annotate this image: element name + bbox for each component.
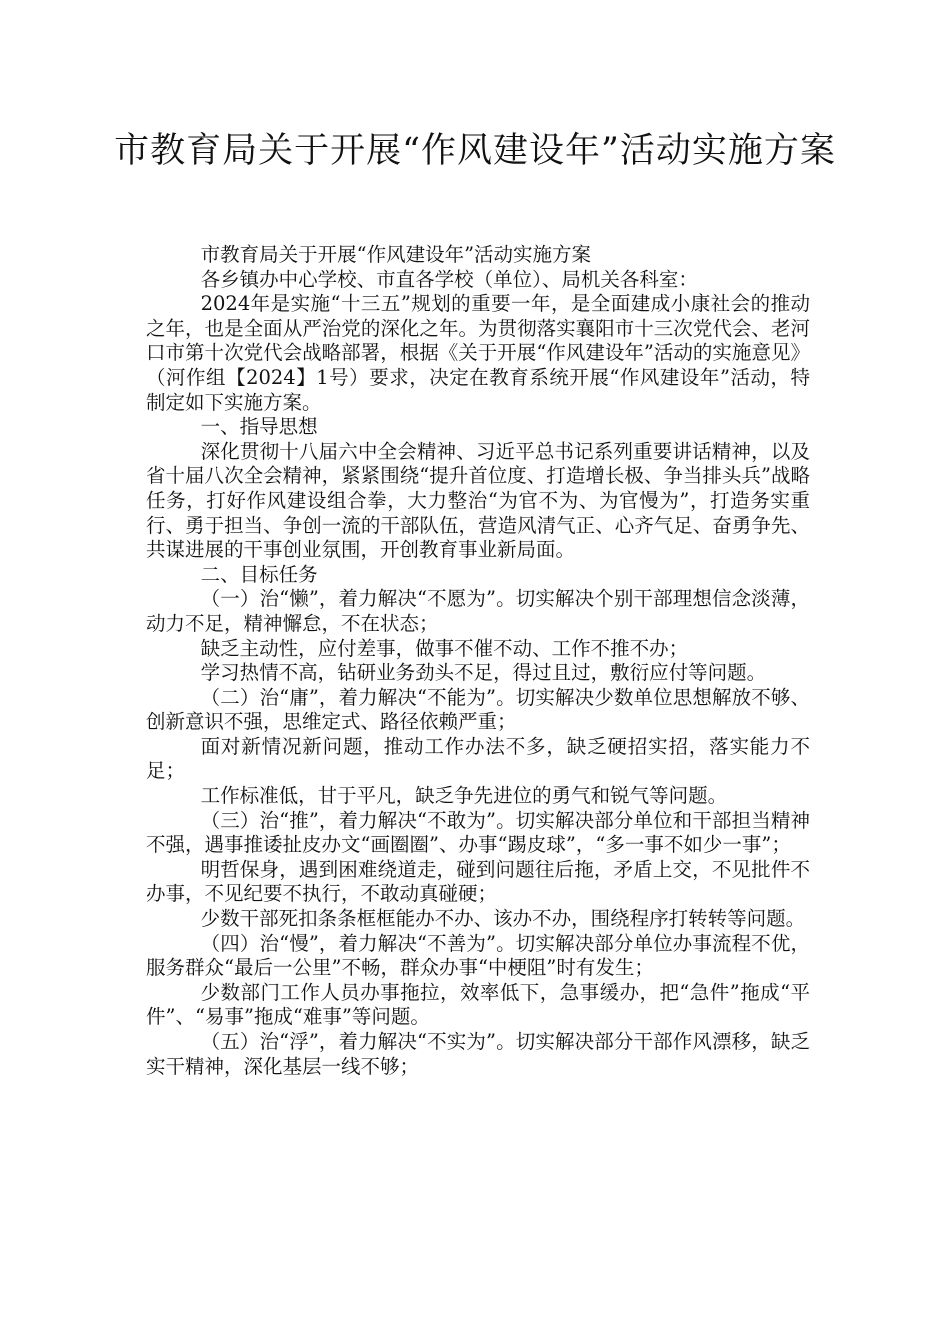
section-heading: 二、目标任务 xyxy=(200,562,318,586)
paragraph: （五）治“浮”，着力解决“不实为”。切实解决部分干部作风漂移，缺乏实干精神，深化基层一线不够； xyxy=(146,1030,810,1078)
paragraph: 2024年是实施“十三五”规划的重要一年，是全面建成小康社会的推动之年，也是全面从严治党的深化之年。为贯彻落实襄阳市十三次党代会、老河口市第十次党代会战略部署，根据《关于开展“作风建设年”活动的实施意见》（河作组【2024】1号）要求，决定在教育系统开展“作风建设年”活动，特制定如下实施方案。 xyxy=(146,292,810,414)
paragraph: 学习热情不高，钻研业务劲头不足，得过且过，敷衍应付等问题。 xyxy=(200,661,767,685)
document-title: 市教育局关于开展“作风建设年”活动实施方案 xyxy=(114,131,836,171)
paragraph: 工作标准低，甘于平凡，缺乏争先进位的勇气和锐气等问题。 xyxy=(200,784,728,808)
paragraph: 明哲保身，遇到困难绕道走，碰到问题往后拖，矛盾上交，不见批件不办事，不见纪要不执行，不敢动真碰硬； xyxy=(146,857,810,906)
paragraph: （四）治“慢”，着力解决“不善为”。切实解决部分单位办事流程不优，服务群众“最后一公里”不畅，群众办事“中梗阻”时有发生； xyxy=(146,931,810,980)
paragraph: （二）治“庸”，着力解决“不能为”。切实解决少数单位思想解放不够、创新意识不强，思维定式、路径依赖严重； xyxy=(146,685,810,734)
section-heading: 一、指导思想 xyxy=(200,415,318,439)
paragraph: 市教育局关于开展“作风建设年”活动实施方案 xyxy=(200,243,592,266)
paragraph: 少数部门工作人员办事拖拉，效率低下，急事缓办，把“急件”拖成“平件”、“易事”拖成“难事”等问题。 xyxy=(146,980,810,1029)
paragraph: 少数干部死扣条条框框能办不办、该办不办，围绕程序打转转等问题。 xyxy=(200,907,806,931)
paragraph: 深化贯彻十八届六中全会精神、习近平总书记系列重要讲话精神，以及省十届八次全会精神，紧紧围绕“提升首位度、打造增长极、争当排头兵”战略任务，打好作风建设组合拳，大力整治“为官不为、为官慢为”，打造务实重行、勇于担当、争创一流的干部队伍，营造风清气正、心齐气足、奋勇争先、共谋进展的干事创业氛围，开创教育事业新局面。 xyxy=(146,439,810,562)
paragraph: 各乡镇办中心学校、市直各学校（单位）、局机关各科室： xyxy=(200,267,698,291)
paragraph: 缺乏主动性，应付差事，做事不催不动、工作不推不办； xyxy=(200,636,689,660)
paragraph: （一）治“懒”，着力解决“不愿为”。切实解决个别干部理想信念淡薄，动力不足，精神懈怠，不在状态； xyxy=(146,587,810,635)
paragraph: 面对新情况新问题，推动工作办法不多，缺乏硬招实招，落实能力不足； xyxy=(146,734,810,783)
paragraph: （三）治“推”，着力解决“不敢为”。切实解决部分单位和干部担当精神不强，遇事推诿扯皮办文“画圈圈”、办事“踢皮球”，“多一事不如少一事”； xyxy=(146,808,810,857)
document-body xyxy=(146,243,810,1079)
